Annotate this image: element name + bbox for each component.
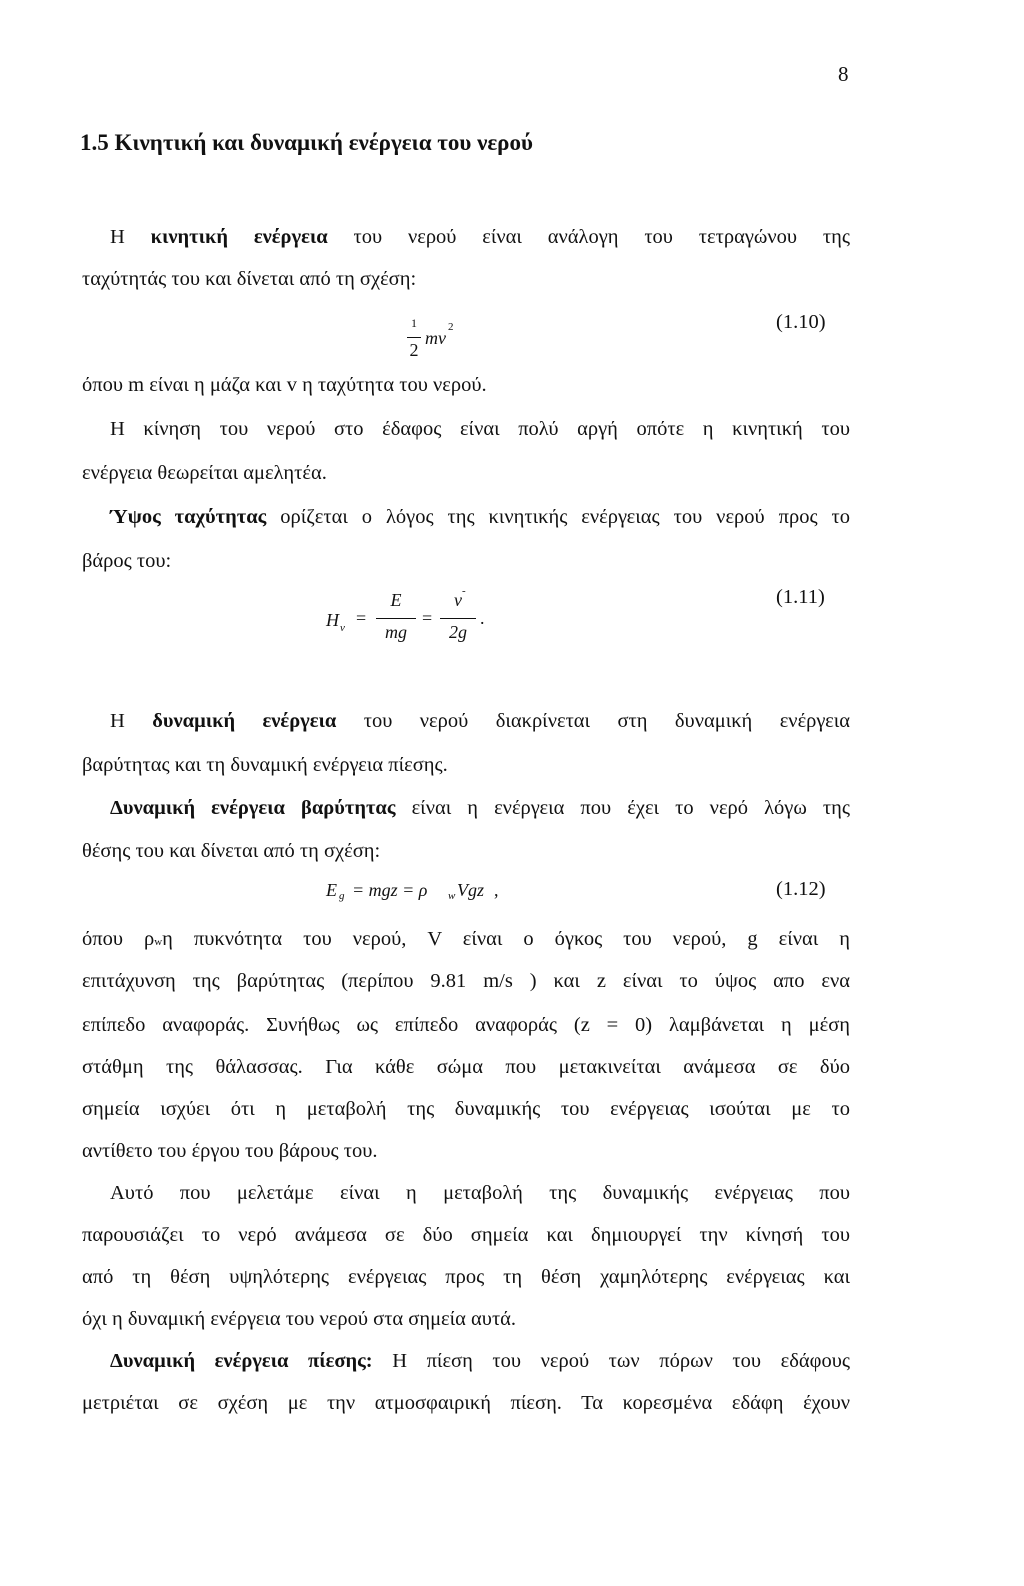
eq2-period: . bbox=[480, 608, 485, 628]
paragraph-where-rho-line-5: σημεία ισχύει ότι η μεταβολή της δυναμικής του ενέργειας ισούται με το bbox=[82, 1098, 850, 1120]
eq2-lhs: H bbox=[326, 610, 339, 630]
paragraph-study-line-2: παρουσιάζει το νερό ανάμεσα σε δύο σημεία και δημιουργεί την κίνησή του bbox=[82, 1224, 850, 1246]
term-gravity-potential-energy: Δυναμική ενέργεια βαρύτητας bbox=[110, 797, 396, 819]
equation-gravity-potential bbox=[326, 880, 526, 910]
eq2-f1-denominator: mg bbox=[385, 622, 407, 642]
eq1-body: mv bbox=[425, 328, 446, 348]
eq2-f2-numerator: v bbox=[454, 590, 462, 610]
page-number: 8 bbox=[838, 62, 849, 86]
eq3-lhs-subscript: g bbox=[339, 890, 345, 902]
paragraph-pressure-line-2: μετριέται σε σχέση με την ατμοσφαιρική πίεση. Τα κορεσμένα εδάφη έχουν bbox=[82, 1392, 850, 1414]
paragraph-where-rho-line-6: αντίθετο του έργου του βάρους του. bbox=[82, 1140, 378, 1162]
paragraph-where-m: όπου m είναι η μάζα και v η ταχύτητα του νερού. bbox=[82, 374, 487, 396]
eq2-f2-superscript: - bbox=[462, 585, 466, 597]
eq3-lhs: E bbox=[326, 880, 337, 900]
term-kinetic-energy: κινητική ενέργεια bbox=[150, 226, 328, 248]
equation-kinetic-energy bbox=[405, 316, 485, 376]
paragraph-velocity-head-line-1: Ύψος ταχύτητας ορίζεται ο λόγος της κινητικής ενέργειας του νερού προς το bbox=[110, 506, 851, 528]
paragraph-study-line-1: Αυτό που μελετάμε είναι η μεταβολή της δυναμικής ενέργειας που bbox=[110, 1182, 850, 1204]
eq2-equals-2: = bbox=[422, 608, 433, 628]
paragraph-movement-line-2: ενέργεια θεωρείται αμελητέα. bbox=[82, 462, 327, 484]
eq2-f2-bar bbox=[440, 618, 476, 619]
eq3-middle-subscript: w bbox=[448, 890, 456, 902]
paragraph-potential-line-1: Η δυναμική ενέργεια του νερού διακρίνεται στη δυναμική ενέργεια bbox=[110, 710, 850, 732]
equation-velocity-head bbox=[326, 585, 496, 660]
term-pressure-potential-energy: Δυναμική ενέργεια πίεσης: bbox=[110, 1350, 373, 1372]
paragraph-where-rho-line-4: στάθμη της θάλασσας. Για κάθε σώμα που μετακινείται ανάμεσα σε δύο bbox=[82, 1056, 850, 1078]
equation-number-1-10: (1.10) bbox=[776, 311, 826, 333]
paragraph-kinetic-line-2: ταχύτητάς του και δίνεται από τη σχέση: bbox=[82, 268, 417, 290]
paragraph-potential-line-2: βαρύτητας και τη δυναμική ενέργεια πίεσης. bbox=[82, 754, 448, 776]
eq1-numerator: 1 bbox=[411, 316, 417, 330]
eq2-f1-numerator: E bbox=[390, 590, 402, 610]
eq1-denominator: 2 bbox=[409, 340, 419, 360]
eq3-comma: , bbox=[494, 880, 499, 900]
paragraph-velocity-head-line-2: βάρος του: bbox=[82, 550, 172, 572]
eq2-equals-1: = bbox=[356, 608, 367, 628]
paragraph-where-rho-line-1: όπου ρwη πυκνότητα του νερού, V είναι ο όγκος του νερού, g είναι η bbox=[82, 928, 850, 950]
eq1-fraction-bar bbox=[407, 337, 421, 338]
eq2-lhs-subscript: v bbox=[340, 622, 345, 634]
paragraph-where-rho-line-3: επίπεδο αναφοράς. Συνήθως ως επίπεδο αναφοράς (z = 0) λαμβάνεται η μέση bbox=[82, 1014, 850, 1036]
paragraph-kinetic-line-1: Η κινητική ενέργεια του νερού είναι ανάλογη του τετραγώνου της bbox=[110, 226, 850, 248]
paragraph-where-rho-line-2: επιτάχυνση της βαρύτητας (περίπου 9.81 m/s ) και z είναι το ύψος απο ενα bbox=[82, 970, 850, 992]
paragraph-gravity-potential-line-2: θέσης του και δίνεται από τη σχέση: bbox=[82, 840, 381, 862]
paragraph-pressure-line-1: Δυναμική ενέργεια πίεσης: Η πίεση του νερού των πόρων του εδάφους bbox=[110, 1350, 850, 1372]
term-potential-energy: δυναμική ενέργεια bbox=[152, 710, 337, 732]
paragraph-movement-line-1: Η κίνηση του νερού στο έδαφος είναι πολύ αργή οπότε η κινητική του bbox=[110, 418, 850, 440]
eq1-superscript: 2 bbox=[448, 321, 454, 333]
equation-number-1-12: (1.12) bbox=[776, 878, 826, 900]
eq2-f1-bar bbox=[376, 618, 416, 619]
paragraph-study-line-3: από τη θέση υψηλότερης ενέργειας προς τη θέση χαμηλότερης ενέργειας και bbox=[82, 1266, 850, 1288]
eq3-rhs: Vgz bbox=[457, 880, 484, 900]
eq3-middle: = mgz = ρ bbox=[352, 880, 428, 900]
term-velocity-head: Ύψος ταχύτητας bbox=[110, 506, 267, 528]
paragraph-study-line-4: όχι η δυναμική ενέργεια του νερού στα σημεία αυτά. bbox=[82, 1308, 517, 1330]
section-title: 1.5 Κινητική και δυναμική ενέργεια του νερού bbox=[80, 130, 533, 155]
equation-number-1-11: (1.11) bbox=[776, 586, 825, 608]
eq2-f2-denominator: 2g bbox=[449, 622, 467, 642]
paragraph-gravity-potential-line-1: Δυναμική ενέργεια βαρύτητας είναι η ενέργεια που έχει το νερό λόγω της bbox=[110, 797, 850, 819]
